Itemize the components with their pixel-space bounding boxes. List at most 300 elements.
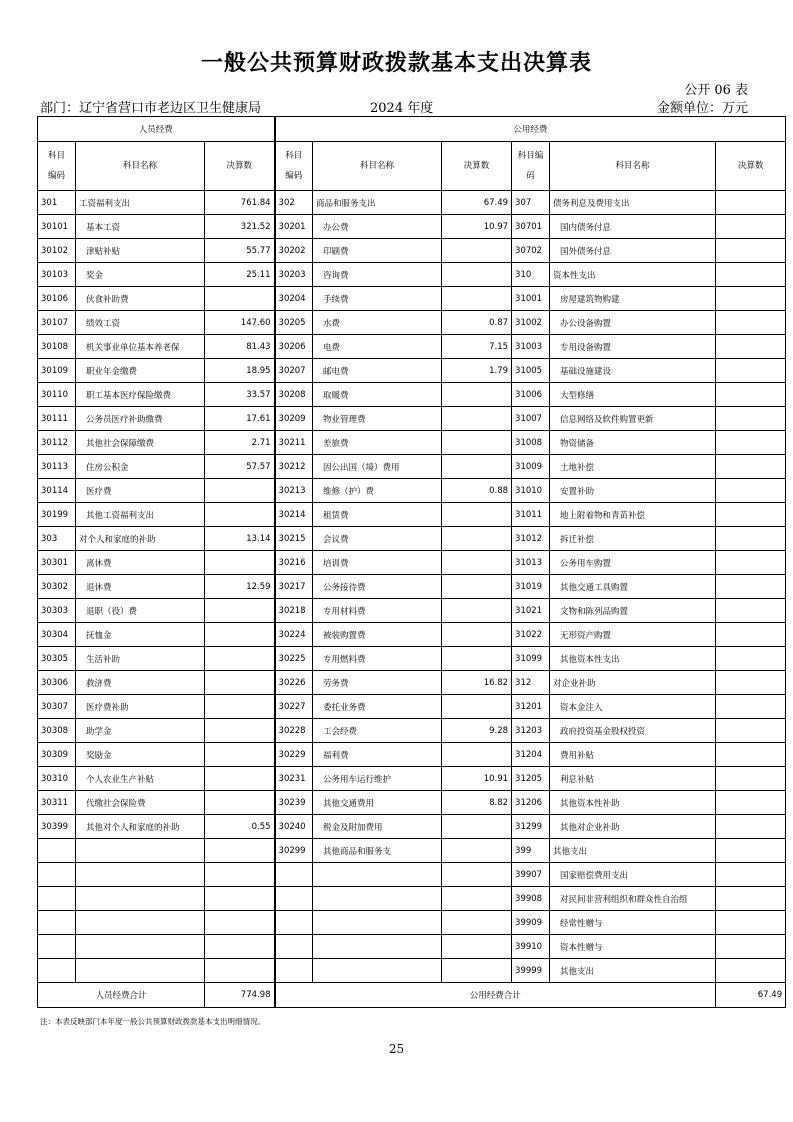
code-cell: 30110 (38, 383, 76, 407)
expenditure-table (37, 116, 786, 1008)
code-cell: 31007 (512, 407, 550, 431)
name-header: 科目名称 (550, 142, 716, 191)
name-cell: 物资储备 (550, 431, 716, 455)
amount-cell (442, 383, 512, 407)
name-cell: 福利费 (313, 743, 442, 767)
amount-cell (205, 863, 275, 887)
name-cell (313, 887, 442, 911)
amount-cell (716, 719, 786, 743)
name-cell: 国家赔偿费用支出 (550, 863, 716, 887)
code-cell: 30310 (38, 767, 76, 791)
amount-cell (442, 239, 512, 263)
code-cell: 30301 (38, 551, 76, 575)
amount-cell (716, 599, 786, 623)
name-cell: 奖励金 (76, 743, 205, 767)
table-row (38, 695, 786, 719)
amount-cell (205, 647, 275, 671)
code-cell: 30239 (275, 791, 313, 815)
code-cell: 30231 (275, 767, 313, 791)
name-cell: 手续费 (313, 287, 442, 311)
name-cell: 其他资本性补助 (550, 791, 716, 815)
code-cell: 39907 (512, 863, 550, 887)
code-cell (275, 863, 313, 887)
amount-cell (442, 647, 512, 671)
amount-cell (205, 623, 275, 647)
table-row (38, 239, 786, 263)
name-cell: 国外债务付息 (550, 239, 716, 263)
table-row (38, 959, 786, 983)
code-cell: 30399 (38, 815, 76, 839)
amount-cell (716, 839, 786, 863)
table-row (38, 191, 786, 215)
amount-cell (442, 839, 512, 863)
amount-cell (442, 455, 512, 479)
amount-header: 决算数 (442, 142, 512, 191)
code-cell: 30107 (38, 311, 76, 335)
amount-cell: 9.28 (442, 719, 512, 743)
code-cell (38, 839, 76, 863)
code-cell: 31205 (512, 767, 550, 791)
name-cell: 费用补贴 (550, 743, 716, 767)
name-cell: 办公费 (313, 215, 442, 239)
code-cell: 30228 (275, 719, 313, 743)
code-cell: 30112 (38, 431, 76, 455)
name-cell: 其他资本性支出 (550, 647, 716, 671)
amount-cell (442, 503, 512, 527)
code-cell: 30309 (38, 743, 76, 767)
amount-cell (205, 719, 275, 743)
amount-cell (442, 815, 512, 839)
code-cell: 31001 (512, 287, 550, 311)
table-row (38, 863, 786, 887)
amount-cell (205, 767, 275, 791)
name-cell: 专用材料费 (313, 599, 442, 623)
code-cell: 30215 (275, 527, 313, 551)
name-cell (313, 863, 442, 887)
name-cell: 离休费 (76, 551, 205, 575)
code-cell (38, 911, 76, 935)
code-cell: 30201 (275, 215, 313, 239)
code-cell: 30212 (275, 455, 313, 479)
amount-cell (716, 191, 786, 215)
code-cell: 30208 (275, 383, 313, 407)
amount-cell (442, 887, 512, 911)
name-cell: 差旅费 (313, 431, 442, 455)
name-cell: 其他交通费用 (313, 791, 442, 815)
amount-cell (205, 551, 275, 575)
name-cell: 租赁费 (313, 503, 442, 527)
name-cell: 其他商品和服务支 (313, 839, 442, 863)
code-cell: 31011 (512, 503, 550, 527)
name-cell: 退职（役）费 (76, 599, 205, 623)
name-cell: 抚恤金 (76, 623, 205, 647)
page-title: 一般公共预算财政拨款基本支出决算表 (200, 50, 592, 76)
code-cell: 30308 (38, 719, 76, 743)
name-cell: 其他对企业补助 (550, 815, 716, 839)
amount-cell: 55.77 (205, 239, 275, 263)
name-cell: 办公设备购置 (550, 311, 716, 335)
amount-cell: 17.61 (205, 407, 275, 431)
name-cell: 邮电费 (313, 359, 442, 383)
name-cell: 基本工资 (76, 215, 205, 239)
table-row (38, 311, 786, 335)
name-cell: 公务用车购置 (550, 551, 716, 575)
name-cell: 对个人和家庭的补助 (76, 527, 205, 551)
code-cell: 30206 (275, 335, 313, 359)
code-cell: 310 (512, 263, 550, 287)
name-cell: 无形资产购置 (550, 623, 716, 647)
name-cell: 公务用车运行维护 (313, 767, 442, 791)
amount-cell (716, 887, 786, 911)
amount-cell (205, 503, 275, 527)
name-cell: 代缴社会保险费 (76, 791, 205, 815)
name-cell: 其他工资福利支出 (76, 503, 205, 527)
amount-cell: 10.97 (442, 215, 512, 239)
amount-cell (716, 815, 786, 839)
personnel-total-label: 人员经费合计 (38, 983, 205, 1008)
name-cell: 维修（护）费 (313, 479, 442, 503)
code-cell: 31021 (512, 599, 550, 623)
code-cell: 30229 (275, 743, 313, 767)
code-cell: 30205 (275, 311, 313, 335)
amount-cell: 0.87 (442, 311, 512, 335)
table-row (38, 359, 786, 383)
amount-cell: 147.60 (205, 311, 275, 335)
name-cell: 劳务费 (313, 671, 442, 695)
name-cell: 大型修缮 (550, 383, 716, 407)
code-cell: 30226 (275, 671, 313, 695)
name-cell: 土地补偿 (550, 455, 716, 479)
name-cell: 对企业补助 (550, 671, 716, 695)
code-cell: 31201 (512, 695, 550, 719)
name-cell: 房屋建筑物购建 (550, 287, 716, 311)
code-header: 科目 编码 (38, 142, 76, 191)
amount-cell (716, 959, 786, 983)
code-cell: 31005 (512, 359, 550, 383)
amount-cell (205, 791, 275, 815)
name-cell: 退休费 (76, 575, 205, 599)
amount-cell (716, 503, 786, 527)
table-row (38, 263, 786, 287)
name-cell (76, 911, 205, 935)
code-cell: 30306 (38, 671, 76, 695)
amount-cell (716, 335, 786, 359)
name-cell: 医疗费 (76, 479, 205, 503)
code-cell (38, 887, 76, 911)
amount-cell: 13.14 (205, 527, 275, 551)
code-cell: 30304 (38, 623, 76, 647)
name-cell (313, 911, 442, 935)
table-row (38, 431, 786, 455)
amount-cell (716, 215, 786, 239)
amount-cell (442, 935, 512, 959)
amount-cell: 8.82 (442, 791, 512, 815)
code-cell: 30113 (38, 455, 76, 479)
code-cell: 30114 (38, 479, 76, 503)
amount-cell: 12.59 (205, 575, 275, 599)
code-cell: 30216 (275, 551, 313, 575)
amount-cell: 321.52 (205, 215, 275, 239)
amount-cell (716, 359, 786, 383)
code-cell: 30311 (38, 791, 76, 815)
name-cell: 债务利息及费用支出 (550, 191, 716, 215)
amount-cell (205, 599, 275, 623)
table-row (38, 767, 786, 791)
amount-cell: 33.57 (205, 383, 275, 407)
table-row (38, 383, 786, 407)
amount-cell (716, 311, 786, 335)
amount-cell: 57.57 (205, 455, 275, 479)
name-cell: 公务接待费 (313, 575, 442, 599)
table-row (38, 335, 786, 359)
name-cell: 信息网络及软件购置更新 (550, 407, 716, 431)
amount-cell: 7.15 (442, 335, 512, 359)
code-cell: 30307 (38, 695, 76, 719)
amount-header: 决算数 (716, 142, 786, 191)
amount-cell (716, 287, 786, 311)
table-row (38, 647, 786, 671)
code-cell: 31009 (512, 455, 550, 479)
code-cell: 30224 (275, 623, 313, 647)
amount-cell (716, 407, 786, 431)
amount-cell (442, 527, 512, 551)
table-row (38, 503, 786, 527)
table-row (38, 479, 786, 503)
amount-cell (716, 431, 786, 455)
amount-cell (716, 791, 786, 815)
name-cell: 职工基本医疗保险缴费 (76, 383, 205, 407)
code-cell: 30202 (275, 239, 313, 263)
name-header: 科目名称 (76, 142, 205, 191)
name-cell: 津贴补贴 (76, 239, 205, 263)
amount-cell: 81.43 (205, 335, 275, 359)
code-cell: 30106 (38, 287, 76, 311)
amount-cell (716, 551, 786, 575)
table-row (38, 287, 786, 311)
code-cell: 30101 (38, 215, 76, 239)
name-cell: 工资福利支出 (76, 191, 205, 215)
code-cell: 39908 (512, 887, 550, 911)
code-cell: 30225 (275, 647, 313, 671)
code-cell (275, 887, 313, 911)
code-cell: 39999 (512, 959, 550, 983)
table-row (38, 671, 786, 695)
code-cell: 31002 (512, 311, 550, 335)
amount-cell (205, 695, 275, 719)
name-cell: 委托业务费 (313, 695, 442, 719)
code-cell (275, 959, 313, 983)
table-row (38, 815, 786, 839)
code-cell: 31012 (512, 527, 550, 551)
table-row (38, 551, 786, 575)
code-cell: 39909 (512, 911, 550, 935)
code-cell: 31013 (512, 551, 550, 575)
name-cell: 绩效工资 (76, 311, 205, 335)
code-cell: 31006 (512, 383, 550, 407)
amount-cell (442, 911, 512, 935)
name-cell: 咨询费 (313, 263, 442, 287)
table-row (38, 407, 786, 431)
code-cell: 31008 (512, 431, 550, 455)
name-cell (313, 935, 442, 959)
public-header: 公用经费 (275, 117, 786, 142)
amount-cell: 10.91 (442, 767, 512, 791)
amount-cell (442, 263, 512, 287)
name-cell: 取暖费 (313, 383, 442, 407)
code-cell: 39910 (512, 935, 550, 959)
table-row (38, 623, 786, 647)
name-cell: 资本性赠与 (550, 935, 716, 959)
code-cell: 30204 (275, 287, 313, 311)
code-cell: 30227 (275, 695, 313, 719)
name-cell: 物业管理费 (313, 407, 442, 431)
amount-cell (716, 263, 786, 287)
name-cell (76, 959, 205, 983)
name-cell: 资本性支出 (550, 263, 716, 287)
table-row (38, 887, 786, 911)
name-cell: 文物和陈列品购置 (550, 599, 716, 623)
table-row (38, 911, 786, 935)
name-cell: 电费 (313, 335, 442, 359)
amount-cell (205, 959, 275, 983)
amount-cell (205, 839, 275, 863)
amount-cell (716, 479, 786, 503)
code-cell: 31003 (512, 335, 550, 359)
name-cell: 安置补助 (550, 479, 716, 503)
name-cell: 资本金注入 (550, 695, 716, 719)
name-cell: 地上附着物和青苗补偿 (550, 503, 716, 527)
amount-cell (205, 935, 275, 959)
name-cell (76, 935, 205, 959)
name-cell: 其他交通工具购置 (550, 575, 716, 599)
amount-cell (716, 383, 786, 407)
amount-cell (442, 623, 512, 647)
code-cell: 30217 (275, 575, 313, 599)
amount-cell (716, 863, 786, 887)
code-cell: 30213 (275, 479, 313, 503)
code-cell: 30299 (275, 839, 313, 863)
table-row (38, 575, 786, 599)
code-cell: 30302 (38, 575, 76, 599)
code-cell: 31204 (512, 743, 550, 767)
code-cell: 30214 (275, 503, 313, 527)
code-cell: 30218 (275, 599, 313, 623)
name-cell: 救济费 (76, 671, 205, 695)
code-cell (38, 935, 76, 959)
code-cell: 30203 (275, 263, 313, 287)
amount-cell (442, 599, 512, 623)
code-cell: 30209 (275, 407, 313, 431)
amount-cell (716, 527, 786, 551)
code-cell: 31022 (512, 623, 550, 647)
amount-cell (716, 671, 786, 695)
code-cell: 31099 (512, 647, 550, 671)
code-cell: 307 (512, 191, 550, 215)
code-cell: 312 (512, 671, 550, 695)
name-cell: 培训费 (313, 551, 442, 575)
name-cell: 经常性赠与 (550, 911, 716, 935)
public-total-value: 67.49 (716, 983, 786, 1008)
code-cell: 31010 (512, 479, 550, 503)
amount-cell: 761.84 (205, 191, 275, 215)
amount-cell (716, 647, 786, 671)
table-row (38, 935, 786, 959)
name-cell: 拆迁补偿 (550, 527, 716, 551)
code-cell: 30240 (275, 815, 313, 839)
code-cell (275, 935, 313, 959)
name-cell: 国内债务付息 (550, 215, 716, 239)
amount-cell (716, 935, 786, 959)
code-cell: 31203 (512, 719, 550, 743)
amount-cell (442, 407, 512, 431)
code-cell (38, 959, 76, 983)
name-cell: 工会经费 (313, 719, 442, 743)
name-cell: 基础设施建设 (550, 359, 716, 383)
amount-cell: 0.55 (205, 815, 275, 839)
name-cell: 个人农业生产补贴 (76, 767, 205, 791)
code-cell: 301 (38, 191, 76, 215)
name-cell: 印刷费 (313, 239, 442, 263)
amount-cell: 67.49 (442, 191, 512, 215)
code-cell: 399 (512, 839, 550, 863)
amount-cell (716, 695, 786, 719)
amount-cell (442, 863, 512, 887)
code-cell: 302 (275, 191, 313, 215)
personnel-header: 人员经费 (38, 117, 275, 142)
code-cell: 30305 (38, 647, 76, 671)
code-cell (275, 911, 313, 935)
table-row (38, 599, 786, 623)
name-cell: 专用燃料费 (313, 647, 442, 671)
name-header: 科目名称 (313, 142, 442, 191)
name-cell: 其他社会保障缴费 (76, 431, 205, 455)
name-cell: 生活补助 (76, 647, 205, 671)
table-row (38, 719, 786, 743)
code-cell (38, 863, 76, 887)
name-cell (76, 839, 205, 863)
amount-cell (205, 743, 275, 767)
name-cell (76, 887, 205, 911)
code-cell: 30211 (275, 431, 313, 455)
name-cell: 其他对个人和家庭的补助 (76, 815, 205, 839)
name-cell: 因公出国（境）费用 (313, 455, 442, 479)
amount-cell (442, 743, 512, 767)
name-cell: 政府投资基金股权投资 (550, 719, 716, 743)
code-cell: 30207 (275, 359, 313, 383)
name-cell: 住房公积金 (76, 455, 205, 479)
name-cell: 医疗费补助 (76, 695, 205, 719)
table-row (38, 527, 786, 551)
amount-cell: 1.79 (442, 359, 512, 383)
code-cell: 30199 (38, 503, 76, 527)
name-cell: 职业年金缴费 (76, 359, 205, 383)
amount-cell: 25.11 (205, 263, 275, 287)
amount-cell (442, 431, 512, 455)
name-cell: 水费 (313, 311, 442, 335)
code-cell: 30303 (38, 599, 76, 623)
amount-cell: 16.82 (442, 671, 512, 695)
amount-unit: 金额单位：万元 (656, 101, 748, 116)
code-cell: 30102 (38, 239, 76, 263)
name-cell: 伙食补助费 (76, 287, 205, 311)
name-cell: 其他支出 (550, 959, 716, 983)
amount-cell (442, 959, 512, 983)
name-cell: 商品和服务支出 (313, 191, 442, 215)
name-cell: 税金及附加费用 (313, 815, 442, 839)
amount-cell: 18.95 (205, 359, 275, 383)
amount-cell (716, 575, 786, 599)
name-cell: 奖金 (76, 263, 205, 287)
